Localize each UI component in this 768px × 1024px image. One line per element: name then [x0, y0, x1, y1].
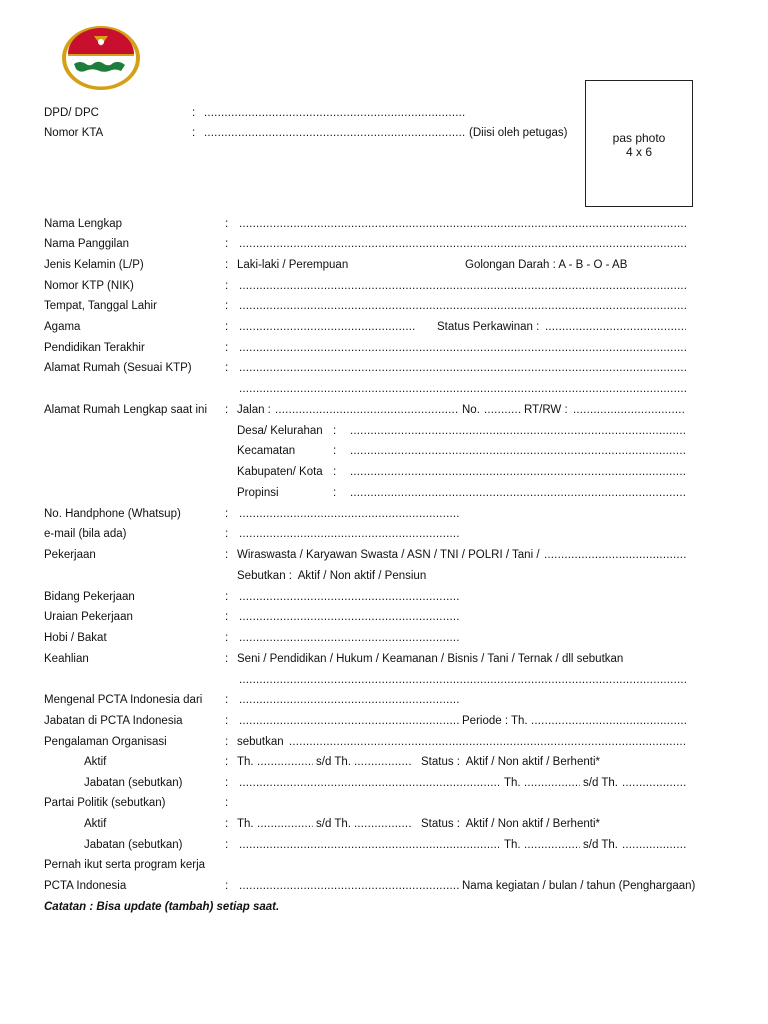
colon: :: [225, 549, 229, 561]
propinsi-field[interactable]: [350, 486, 686, 500]
pekerjaan-label: Pekerjaan: [44, 549, 96, 561]
email-label: e-mail (bila ada): [44, 528, 127, 540]
jabatan-partai-field[interactable]: [239, 838, 499, 852]
th-label: Th.: [237, 818, 254, 830]
pengalaman-field[interactable]: [289, 735, 686, 749]
pernah-ikut-label: Pernah ikut serta program kerja: [44, 859, 206, 871]
sd-th-label: s/d Th.: [316, 818, 351, 830]
sd-th-label: s/d Th.: [316, 756, 351, 768]
colon: :: [333, 425, 337, 437]
dpd-label: DPD/ DPC: [44, 107, 99, 119]
jabatan-sebutkan-label: Jabatan (sebutkan): [84, 777, 183, 789]
th-label: Th.: [504, 839, 521, 851]
nama-panggilan-label: Nama Panggilan: [44, 238, 130, 250]
pekerjaan-other-field[interactable]: [544, 548, 686, 562]
kta-label: Nomor KTA: [44, 127, 104, 139]
colon: :: [225, 736, 229, 748]
jabatan-organisasi-field[interactable]: [239, 776, 499, 790]
kta-note: (Diisi oleh petugas): [469, 127, 568, 139]
jalan-label: Jalan :: [237, 404, 271, 416]
jabatan-sebutkan-label: Jabatan (sebutkan): [84, 839, 183, 851]
keahlian-label: Keahlian: [44, 653, 89, 665]
jalan-field[interactable]: [275, 403, 458, 417]
kecamatan-label: Kecamatan: [237, 445, 296, 457]
pendidikan-field[interactable]: [239, 341, 686, 355]
hobi-field[interactable]: [239, 631, 459, 645]
jabatan-pcta-field[interactable]: [239, 714, 459, 728]
nama-lengkap-label: Nama Lengkap: [44, 218, 122, 230]
colon: :: [225, 880, 229, 892]
email-field[interactable]: [239, 527, 459, 541]
colon: :: [225, 300, 229, 312]
periode-label: Periode : Th.: [462, 715, 528, 727]
no-label: No.: [462, 404, 480, 416]
pendidikan-label: Pendidikan Terakhir: [44, 342, 145, 354]
kabupaten-field[interactable]: [350, 465, 686, 479]
jabatan-partai-th-end-field[interactable]: [622, 838, 686, 852]
partai-label: Partai Politik (sebutkan): [44, 797, 166, 809]
alamat-lengkap-label: Alamat Rumah Lengkap saat ini: [44, 404, 208, 416]
nama-kegiatan-label: Nama kegiatan / bulan / tahun (Penghargaan): [462, 880, 696, 892]
aktif-label: Aktif: [84, 818, 107, 830]
th-label: Th.: [237, 756, 254, 768]
uraian-pekerjaan-field[interactable]: [239, 610, 459, 624]
colon: :: [192, 127, 196, 139]
program-kerja-field[interactable]: [239, 879, 459, 893]
keahlian-field[interactable]: [239, 673, 686, 687]
colon: :: [225, 362, 229, 374]
mengenal-field[interactable]: [239, 693, 459, 707]
rtrw-label: RT/RW :: [524, 404, 568, 416]
colon: :: [225, 715, 229, 727]
partai-th-start-field[interactable]: [257, 817, 313, 831]
colon: :: [225, 591, 229, 603]
hobi-label: Hobi / Bakat: [44, 632, 107, 644]
status-aktif-options[interactable]: Status : Aktif / Non aktif / Berhenti*: [421, 818, 600, 830]
uraian-pekerjaan-label: Uraian Pekerjaan: [44, 611, 133, 623]
agama-label: Agama: [44, 321, 81, 333]
dpd-field[interactable]: [204, 106, 466, 120]
colon: :: [225, 238, 229, 250]
alamat-ktp-field[interactable]: [239, 361, 686, 375]
jenis-kelamin-label: Jenis Kelamin (L/P): [44, 259, 144, 271]
colon: :: [225, 342, 229, 354]
colon: :: [225, 280, 229, 292]
colon: :: [333, 487, 337, 499]
nama-panggilan-field[interactable]: [239, 237, 686, 251]
handphone-label: No. Handphone (Whatsup): [44, 508, 181, 520]
partai-th-end-field[interactable]: [354, 817, 412, 831]
status-perkawinan-label: Status Perkawinan :: [437, 321, 540, 333]
colon: :: [225, 777, 229, 789]
agama-field[interactable]: [239, 320, 416, 334]
colon: :: [192, 107, 196, 119]
photo-label: pas photo: [612, 131, 666, 145]
colon: :: [333, 466, 337, 478]
colon: :: [225, 653, 229, 665]
golongan-darah-options[interactable]: Golongan Darah : A - B - O - AB: [465, 259, 628, 271]
th-end-field[interactable]: [354, 755, 412, 769]
th-start-field[interactable]: [257, 755, 313, 769]
bidang-pekerjaan-label: Bidang Pekerjaan: [44, 591, 135, 603]
colon: :: [225, 632, 229, 644]
colon: :: [225, 259, 229, 271]
no-field[interactable]: [484, 403, 522, 417]
jenis-kelamin-options[interactable]: Laki-laki / Perempuan: [237, 259, 349, 271]
colon: :: [333, 445, 337, 457]
colon: :: [225, 839, 229, 851]
kta-field[interactable]: [204, 126, 466, 140]
colon: :: [225, 797, 229, 809]
rtrw-field[interactable]: [573, 403, 686, 417]
kecamatan-field[interactable]: [350, 444, 686, 458]
sd-th-label: s/d Th.: [583, 839, 618, 851]
pengalaman-label: Pengalaman Organisasi: [44, 736, 167, 748]
colon: :: [225, 528, 229, 540]
photo-box: [585, 80, 693, 207]
pekerjaan-status-options[interactable]: Sebutkan : Aktif / Non aktif / Pensiun: [237, 570, 427, 582]
colon: :: [225, 611, 229, 623]
alamat-ktp-label: Alamat Rumah (Sesuai KTP): [44, 362, 192, 374]
status-perkawinan-field[interactable]: [545, 320, 686, 334]
jabatan-partai-th-start-field[interactable]: [524, 838, 580, 852]
alamat-ktp-field-line2[interactable]: [239, 382, 686, 396]
jabatan-th-end-field[interactable]: [622, 776, 686, 790]
keahlian-options[interactable]: Seni / Pendidikan / Hukum / Keamanan / Bisnis / Tani / Ternak / dll sebutkan: [237, 653, 624, 665]
colon: :: [225, 694, 229, 706]
colon: :: [225, 756, 229, 768]
jabatan-th-start-field[interactable]: [524, 776, 580, 790]
handphone-field[interactable]: [239, 507, 459, 521]
colon: :: [225, 818, 229, 830]
propinsi-label: Propinsi: [237, 487, 279, 499]
sebutkan-label: sebutkan: [237, 736, 284, 748]
colon: :: [225, 508, 229, 520]
jabatan-pcta-label: Jabatan di PCTA Indonesia: [44, 715, 183, 727]
colon: :: [225, 218, 229, 230]
photo-size: 4 x 6: [625, 145, 652, 159]
kabupaten-label: Kabupaten/ Kota: [237, 466, 323, 478]
colon: :: [225, 321, 229, 333]
pekerjaan-options[interactable]: Wiraswasta / Karyawan Swasta / ASN / TNI / POLRI / Tani /: [237, 549, 540, 561]
bidang-pekerjaan-field[interactable]: [239, 590, 459, 604]
desa-label: Desa/ Kelurahan: [237, 425, 323, 437]
periode-field[interactable]: [531, 714, 686, 728]
status-aktif-options[interactable]: Status : Aktif / Non aktif / Berhenti*: [421, 756, 600, 768]
aktif-label: Aktif: [84, 756, 107, 768]
ttl-field[interactable]: [239, 299, 686, 313]
nomor-ktp-field[interactable]: [239, 279, 686, 293]
note-text: Catatan : Bisa update (tambah) setiap saat.: [44, 901, 280, 913]
sd-th-label: s/d Th.: [583, 777, 618, 789]
ttl-label: Tempat, Tanggal Lahir: [44, 300, 157, 312]
organization-logo: [60, 24, 142, 92]
nomor-ktp-label: Nomor KTP (NIK): [44, 280, 134, 292]
colon: :: [225, 404, 229, 416]
mengenal-label: Mengenal PCTA Indonesia dari: [44, 694, 203, 706]
nama-lengkap-field[interactable]: [239, 217, 686, 231]
pcta-indonesia-label: PCTA Indonesia: [44, 880, 127, 892]
desa-field[interactable]: [350, 424, 686, 438]
th-label: Th.: [504, 777, 521, 789]
